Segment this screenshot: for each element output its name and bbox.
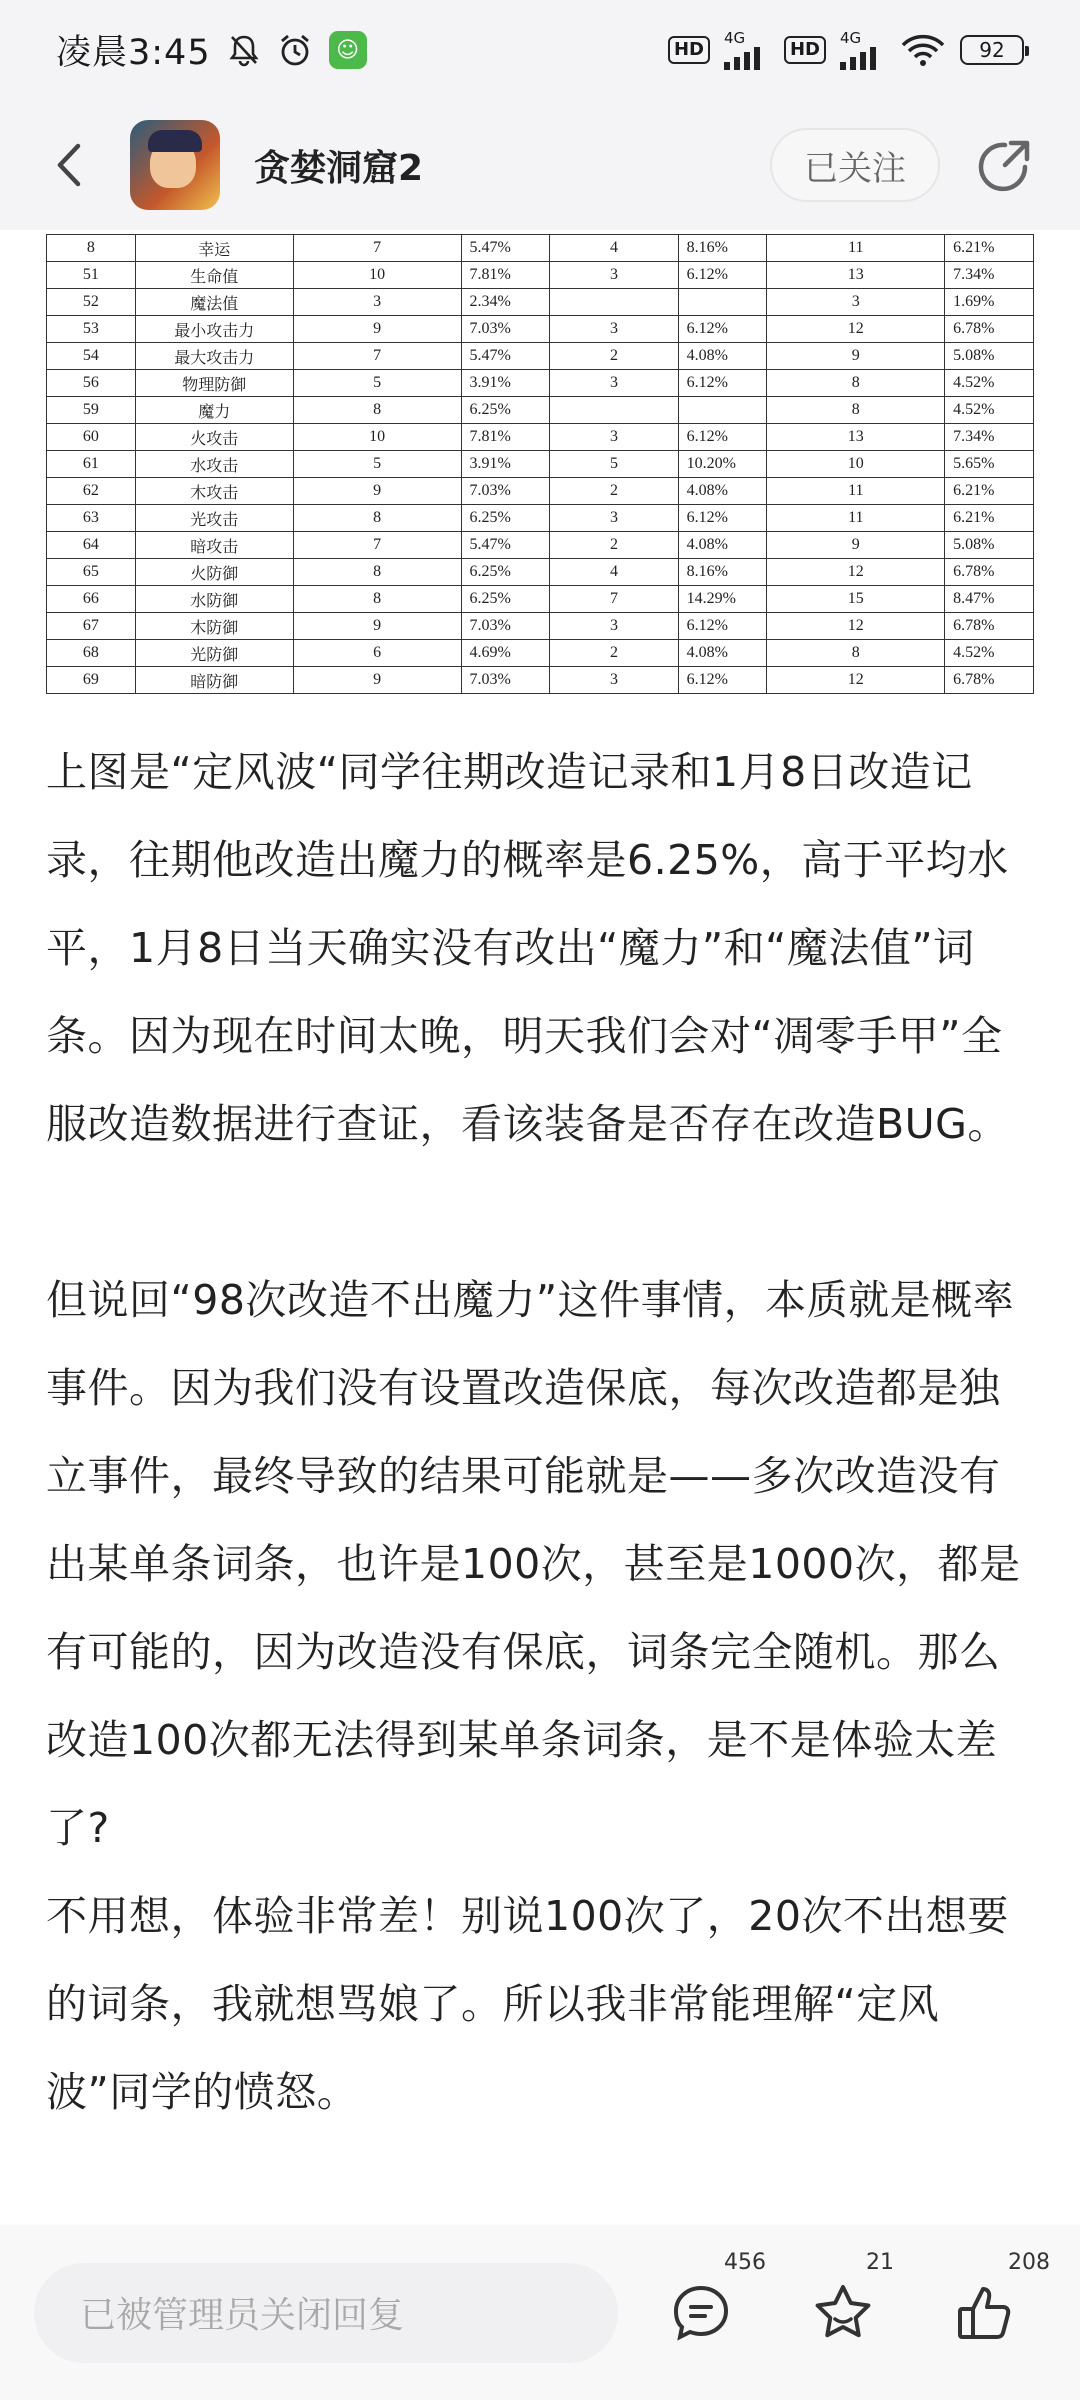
table-cell: 5 bbox=[293, 451, 461, 478]
table-cell: 2 bbox=[550, 478, 678, 505]
table-cell: 1.69% bbox=[945, 289, 1034, 316]
table-cell: 4.52% bbox=[945, 397, 1034, 424]
table-cell: 7.81% bbox=[461, 262, 550, 289]
page-title[interactable]: 贪婪洞窟2 bbox=[254, 147, 424, 189]
table-cell: 3 bbox=[550, 370, 678, 397]
table-row bbox=[47, 289, 1034, 316]
table-row bbox=[47, 424, 1034, 451]
favorite-button[interactable] bbox=[810, 2249, 894, 2346]
mute-bell-icon bbox=[227, 33, 261, 67]
like-button[interactable] bbox=[952, 2249, 1050, 2346]
table-cell bbox=[678, 397, 767, 424]
table-cell: 6.12% bbox=[678, 667, 767, 694]
table-cell: 3.91% bbox=[461, 451, 550, 478]
table-cell: 物理防御 bbox=[135, 370, 293, 397]
table-row bbox=[47, 397, 1034, 424]
wifi-icon bbox=[900, 33, 946, 67]
table-cell: 火防御 bbox=[135, 559, 293, 586]
table-cell: 9 bbox=[767, 343, 945, 370]
table-cell: 9 bbox=[293, 613, 461, 640]
table-cell: 6.78% bbox=[945, 667, 1034, 694]
table-cell: 8 bbox=[767, 640, 945, 667]
comment-count: 456 bbox=[724, 2249, 766, 2275]
game-logo[interactable] bbox=[130, 120, 220, 210]
table-cell: 2 bbox=[550, 640, 678, 667]
table-cell: 6.12% bbox=[678, 424, 767, 451]
table-cell: 12 bbox=[767, 316, 945, 343]
table-cell: 54 bbox=[47, 343, 136, 370]
table-cell: 12 bbox=[767, 613, 945, 640]
table-cell: 最大攻击力 bbox=[135, 343, 293, 370]
table-cell: 6.21% bbox=[945, 478, 1034, 505]
record-table-image bbox=[46, 234, 1034, 694]
table-cell: 4.69% bbox=[461, 640, 550, 667]
table-cell: 6.78% bbox=[945, 316, 1034, 343]
share-icon bbox=[975, 135, 1035, 195]
table-cell: 7 bbox=[293, 343, 461, 370]
table-row bbox=[47, 343, 1034, 370]
table-row bbox=[47, 667, 1034, 694]
table-cell: 暗攻击 bbox=[135, 532, 293, 559]
table-cell: 幸运 bbox=[135, 235, 293, 262]
table-cell: 65 bbox=[47, 559, 136, 586]
table-cell: 7.03% bbox=[461, 667, 550, 694]
table-row bbox=[47, 451, 1034, 478]
table-row bbox=[47, 370, 1034, 397]
article-paragraph: 上图是“定风波“同学往期改造记录和1月8日改造记录，往期他改造出魔力的概率是6.25%，高于平均水平，1月8日当天确实没有改出“魔力”和“魔法值”词条。因为现在时间太晚，明天我们会对“凋零手甲”全服改造数据进行查证，看该装备是否存在改造BUG。 bbox=[46, 748, 1009, 1148]
table-row bbox=[47, 532, 1034, 559]
table-cell: 暗防御 bbox=[135, 667, 293, 694]
comment-button[interactable] bbox=[668, 2249, 766, 2346]
table-row bbox=[47, 235, 1034, 262]
back-button[interactable] bbox=[40, 135, 100, 195]
table-cell: 6.12% bbox=[678, 370, 767, 397]
signal-icon: 4G bbox=[840, 31, 886, 70]
table-row bbox=[47, 586, 1034, 613]
table-cell: 5.08% bbox=[945, 343, 1034, 370]
table-row bbox=[47, 316, 1034, 343]
table-cell: 6.78% bbox=[945, 559, 1034, 586]
table-cell: 生命值 bbox=[135, 262, 293, 289]
table-cell: 光防御 bbox=[135, 640, 293, 667]
table-cell: 6 bbox=[293, 640, 461, 667]
post-content[interactable] bbox=[0, 230, 1080, 2225]
follow-button[interactable]: 已关注 bbox=[770, 128, 940, 202]
table-cell: 5.47% bbox=[461, 532, 550, 559]
table-row bbox=[47, 262, 1034, 289]
table-cell: 木攻击 bbox=[135, 478, 293, 505]
table-cell: 8.47% bbox=[945, 586, 1034, 613]
reply-input[interactable]: 已被管理员关闭回复 bbox=[34, 2263, 618, 2363]
table-cell: 4.08% bbox=[678, 640, 767, 667]
table-cell: 4.08% bbox=[678, 343, 767, 370]
table-cell: 9 bbox=[293, 316, 461, 343]
table-cell: 最小攻击力 bbox=[135, 316, 293, 343]
table-cell: 7 bbox=[293, 532, 461, 559]
table-cell: 2 bbox=[550, 532, 678, 559]
table-cell: 5.47% bbox=[461, 343, 550, 370]
table-cell: 9 bbox=[767, 532, 945, 559]
table-cell: 3 bbox=[550, 424, 678, 451]
table-cell: 5.65% bbox=[945, 451, 1034, 478]
table-cell: 3 bbox=[550, 613, 678, 640]
comment-icon bbox=[670, 2282, 732, 2344]
status-time: 凌晨3:45 bbox=[56, 33, 211, 73]
thumbs-up-icon bbox=[953, 2281, 1017, 2345]
signal-icon: 4G bbox=[724, 31, 770, 70]
table-cell: 魔力 bbox=[135, 397, 293, 424]
table-cell: 14.29% bbox=[678, 586, 767, 613]
chevron-left-icon bbox=[50, 140, 90, 190]
table-cell bbox=[678, 289, 767, 316]
table-cell: 火攻击 bbox=[135, 424, 293, 451]
table-cell: 10 bbox=[293, 262, 461, 289]
hd-badge: HD bbox=[784, 36, 826, 64]
table-cell bbox=[550, 289, 678, 316]
star-icon bbox=[811, 2281, 875, 2345]
table-cell: 4.52% bbox=[945, 370, 1034, 397]
article-paragraph: 但说回“98次改造不出魔力”这件事情，本质就是概率事件。因为我们没有设置改造保底，每次改造都是独立事件，最终导致的结果可能就是——多次改造没有出某单条词条，也许是100次，甚至是1000次，都是有可能的，因为改造没有保底，词条完全随机。那么改造100次都无法得到某单条词条，是不是体验太差了? bbox=[46, 1276, 1021, 1852]
alarm-icon bbox=[277, 32, 313, 68]
table-cell: 3 bbox=[767, 289, 945, 316]
table-cell: 15 bbox=[767, 586, 945, 613]
article-paragraph: 不用想，体验非常差！别说100次了，20次不出想要的词条，我就想骂娘了。所以我非常能理解“定风波”同学的愤怒。 bbox=[46, 1892, 1009, 2116]
table-cell: 7.34% bbox=[945, 424, 1034, 451]
table-cell: 8 bbox=[293, 505, 461, 532]
table-cell: 8 bbox=[293, 586, 461, 613]
share-button[interactable] bbox=[970, 130, 1040, 200]
table-cell: 4.52% bbox=[945, 640, 1034, 667]
table-cell: 6.25% bbox=[461, 505, 550, 532]
table-cell: 6.25% bbox=[461, 559, 550, 586]
page-header bbox=[0, 100, 1080, 230]
table-cell: 7 bbox=[550, 586, 678, 613]
table-cell: 7.03% bbox=[461, 478, 550, 505]
table-cell: 12 bbox=[767, 559, 945, 586]
app-notification-icon: ☺ bbox=[329, 31, 367, 69]
table-cell: 8 bbox=[47, 235, 136, 262]
table-cell: 2.34% bbox=[461, 289, 550, 316]
table-cell: 木防御 bbox=[135, 613, 293, 640]
table-row bbox=[47, 559, 1034, 586]
status-bar bbox=[0, 0, 1080, 100]
table-cell: 5 bbox=[550, 451, 678, 478]
table-cell: 7.03% bbox=[461, 613, 550, 640]
table-cell: 2 bbox=[550, 343, 678, 370]
table-cell: 56 bbox=[47, 370, 136, 397]
table-cell: 8 bbox=[293, 559, 461, 586]
table-row bbox=[47, 613, 1034, 640]
table-cell: 6.25% bbox=[461, 397, 550, 424]
table-cell: 6.21% bbox=[945, 235, 1034, 262]
table-cell: 64 bbox=[47, 532, 136, 559]
table-cell: 3 bbox=[550, 262, 678, 289]
table-cell: 3 bbox=[550, 316, 678, 343]
table-cell: 魔法值 bbox=[135, 289, 293, 316]
table-cell: 水攻击 bbox=[135, 451, 293, 478]
table-row bbox=[47, 640, 1034, 667]
table-cell: 4 bbox=[550, 559, 678, 586]
table-cell: 6.21% bbox=[945, 505, 1034, 532]
table-cell: 7.81% bbox=[461, 424, 550, 451]
table-cell: 4.08% bbox=[678, 478, 767, 505]
table-cell: 67 bbox=[47, 613, 136, 640]
table-cell: 3 bbox=[550, 505, 678, 532]
table-cell: 3 bbox=[550, 667, 678, 694]
table-cell: 8 bbox=[293, 397, 461, 424]
table-cell: 12 bbox=[767, 667, 945, 694]
table-row bbox=[47, 478, 1034, 505]
table-cell: 68 bbox=[47, 640, 136, 667]
table-cell: 6.12% bbox=[678, 505, 767, 532]
table-cell: 6.12% bbox=[678, 316, 767, 343]
table-cell: 3 bbox=[293, 289, 461, 316]
table-cell: 8 bbox=[767, 370, 945, 397]
table-cell: 7.34% bbox=[945, 262, 1034, 289]
table-cell: 11 bbox=[767, 235, 945, 262]
table-cell: 69 bbox=[47, 667, 136, 694]
table-cell: 66 bbox=[47, 586, 136, 613]
table-cell: 9 bbox=[293, 667, 461, 694]
table-cell: 60 bbox=[47, 424, 136, 451]
table-row bbox=[47, 505, 1034, 532]
table-cell bbox=[550, 397, 678, 424]
table-cell: 59 bbox=[47, 397, 136, 424]
hd-badge: HD bbox=[668, 36, 710, 64]
battery-icon: 92 bbox=[960, 35, 1024, 65]
table-cell: 62 bbox=[47, 478, 136, 505]
table-cell: 10.20% bbox=[678, 451, 767, 478]
table-cell: 52 bbox=[47, 289, 136, 316]
table-cell: 4.08% bbox=[678, 532, 767, 559]
table-cell: 7.03% bbox=[461, 316, 550, 343]
table-cell: 8.16% bbox=[678, 235, 767, 262]
table-cell: 13 bbox=[767, 262, 945, 289]
table-cell: 10 bbox=[767, 451, 945, 478]
table-cell: 11 bbox=[767, 505, 945, 532]
table-cell: 6.25% bbox=[461, 586, 550, 613]
like-count: 208 bbox=[1008, 2249, 1050, 2275]
table-cell: 6.12% bbox=[678, 262, 767, 289]
table-cell: 8.16% bbox=[678, 559, 767, 586]
bottom-bar bbox=[0, 2225, 1080, 2400]
table-cell: 水防御 bbox=[135, 586, 293, 613]
table-cell: 13 bbox=[767, 424, 945, 451]
table-cell: 9 bbox=[293, 478, 461, 505]
table-cell: 53 bbox=[47, 316, 136, 343]
table-cell: 7 bbox=[293, 235, 461, 262]
table-cell: 4 bbox=[550, 235, 678, 262]
table-cell: 3.91% bbox=[461, 370, 550, 397]
table-cell: 5.08% bbox=[945, 532, 1034, 559]
table-cell: 光攻击 bbox=[135, 505, 293, 532]
table-cell: 5.47% bbox=[461, 235, 550, 262]
table-cell: 10 bbox=[293, 424, 461, 451]
table-cell: 6.12% bbox=[678, 613, 767, 640]
table-cell: 63 bbox=[47, 505, 136, 532]
table-cell: 8 bbox=[767, 397, 945, 424]
favorite-count: 21 bbox=[866, 2249, 894, 2275]
table-cell: 5 bbox=[293, 370, 461, 397]
table-cell: 61 bbox=[47, 451, 136, 478]
article-body bbox=[46, 728, 1036, 2136]
table-cell: 11 bbox=[767, 478, 945, 505]
table-cell: 6.78% bbox=[945, 613, 1034, 640]
table-cell: 51 bbox=[47, 262, 136, 289]
